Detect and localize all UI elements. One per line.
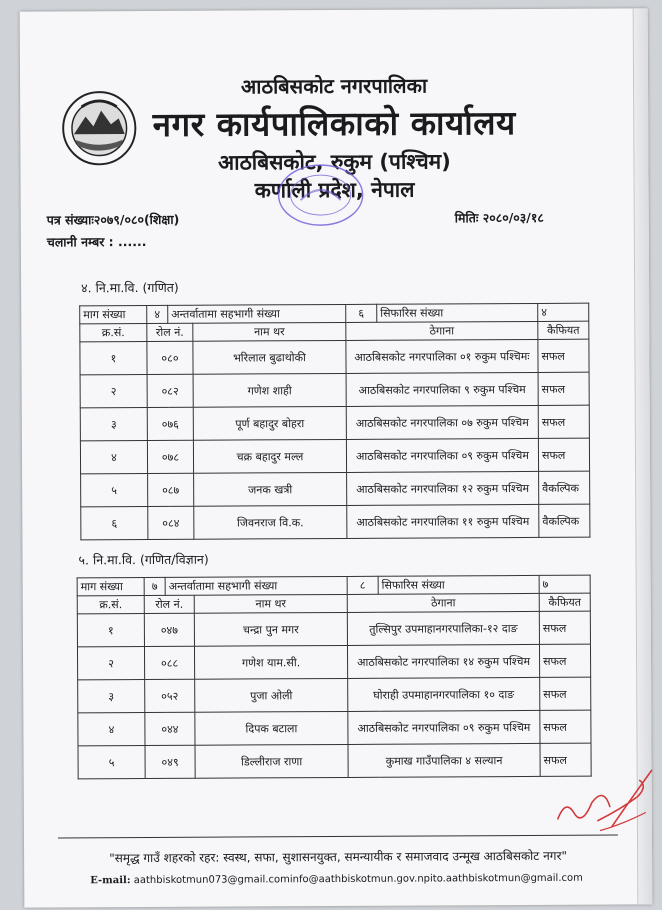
- municipality-name: आठबिसकोट नगरपालिका: [240, 73, 428, 99]
- table-row: [80, 339, 589, 375]
- cell-remarks: सफल: [540, 677, 591, 710]
- col-header-name: नाम थर: [193, 322, 346, 341]
- interview-label: अन्तर्वातामा सहभागी संख्या: [168, 304, 346, 323]
- cell-roll: ०४४: [145, 712, 195, 745]
- cell-name: गणेश याम.सी.: [194, 645, 347, 679]
- cell-name: भरिलाल बुढाथोकी: [193, 340, 346, 374]
- cell-name: गणेश शाही: [193, 373, 346, 407]
- cell-address: आठबिसकोट नगरपालिका ९ रुकुम पश्चिम: [346, 372, 538, 406]
- cell-roll: ०८८: [144, 646, 194, 679]
- cell-remarks: सफल: [539, 644, 590, 677]
- interview-value: ८: [347, 576, 378, 594]
- cell-address: आठबिसकोट नगरपालिका ११ रुकुम पश्चिम: [347, 504, 539, 538]
- cell-name: दिपक बटाला: [195, 711, 348, 745]
- cell-name: डिल्लीराज राणा: [195, 744, 348, 778]
- cell-sn: ३: [80, 407, 147, 440]
- cell-roll: ०४७: [144, 613, 194, 646]
- handwritten-signature: [552, 746, 662, 837]
- cell-address: आठबिसकोट नगरपालिका ०७ रुकुम पश्चिम: [346, 405, 538, 439]
- demand-value: ७: [144, 577, 165, 595]
- cell-remarks: सफल: [538, 372, 589, 405]
- cell-sn: ५: [78, 746, 145, 779]
- cell-roll: ०४९: [145, 745, 195, 778]
- letter-date: मितिः २०८०/०३/१८: [454, 209, 544, 226]
- cell-sn: २: [77, 647, 144, 680]
- cell-roll: ०७६: [147, 407, 193, 440]
- demand-label: माग संख्या: [77, 578, 144, 596]
- table-row: [80, 405, 589, 441]
- table-row: [80, 438, 589, 474]
- letter-number: पत्र संख्याः२०७९/०८०(शिक्षा): [46, 211, 180, 228]
- cell-name: जनक खत्री: [194, 472, 347, 506]
- cell-remarks: वैकल्पिक: [539, 504, 590, 537]
- province-country: कर्णाली प्रदेश, नेपाल: [254, 177, 415, 203]
- footer-email: [90, 873, 583, 887]
- section-title-math: ४. नि.मा.वि. (गणित): [81, 279, 179, 296]
- cell-remarks: सफल: [540, 743, 591, 776]
- letter-page: [20, 8, 653, 907]
- table-row: [77, 644, 590, 680]
- table-row: [81, 504, 590, 540]
- footer-divider: [58, 835, 618, 839]
- footer-motto: "समृद्ध गाउँ शहरको रहर: स्वस्थ, सफा, सुशासनयुक्त, समन्यायीक र समाजवाद उन्मूख आठबिसकोट नगर": [109, 848, 568, 866]
- cell-address: आठबिसकोट नगरपालिका ०१ रुकुम पश्चिमः: [346, 339, 538, 373]
- cell-roll: ०८४: [148, 506, 194, 539]
- col-header-roll: रोल नं.: [144, 595, 194, 613]
- cell-name: जिवनराज वि.क.: [194, 505, 347, 539]
- col-header-roll: रोल नं.: [147, 323, 193, 341]
- cell-remarks: वैकल्पिक: [539, 471, 590, 504]
- cell-remarks: सफल: [538, 339, 589, 372]
- cell-address: आठबिसकोट नगरपालिका १२ रुकुम पश्चिम: [347, 471, 539, 505]
- cell-name: चन्द्रा पुन मगर: [194, 612, 347, 646]
- cell-remarks: सफल: [539, 611, 590, 644]
- cell-address: घोराही उपमाहानगरपालिका १० दाङ: [348, 677, 540, 711]
- cell-address: आठबिसकोट नगरपालिका ०९ रुकुम पश्चिम: [346, 438, 538, 472]
- cell-sn: ६: [81, 506, 148, 539]
- demand-label: माग संख्या: [80, 305, 147, 323]
- recommend-value: ४: [538, 303, 589, 321]
- results-table-math: [79, 303, 590, 541]
- cell-address: कुमाख गाउँपालिका ४ सल्यान: [348, 743, 540, 777]
- office-seal-stamp: [272, 160, 368, 231]
- demand-value: ४: [147, 305, 168, 323]
- cell-sn: ४: [78, 713, 145, 746]
- table-row: [78, 677, 591, 713]
- cell-sn: १: [80, 341, 147, 374]
- interview-label: अन्तर्वातामा सहभागी संख्या: [165, 576, 347, 595]
- cell-remarks: सफल: [540, 710, 591, 743]
- cell-remarks: सफल: [538, 438, 589, 471]
- cell-name: पूर्ण बहादुर बोहरा: [193, 406, 346, 440]
- cell-name: चक्र बहादुर मल्ल: [193, 439, 346, 473]
- table-row: [81, 471, 590, 507]
- cell-address: आठबिसकोट नगरपालिका १४ रुकुम पश्चिम: [347, 644, 539, 678]
- cell-roll: ०८२: [147, 374, 193, 407]
- office-title: नगर कार्यपालिकाको कार्यालय: [152, 103, 516, 144]
- table-row: [78, 710, 591, 746]
- recommend-label: सिफारिस संख्या: [378, 575, 539, 594]
- email-label: E-mail:: [90, 875, 131, 887]
- cell-roll: ०८०: [147, 341, 193, 374]
- cell-name: पुजा ओली: [195, 678, 348, 712]
- col-header-name: नाम थर: [194, 594, 347, 613]
- email-value: aathbiskotmun073@gmail.cominfo@aathbiskotmun.gov.npito.aathbiskotmun@gmail.com: [133, 872, 583, 887]
- col-header-sn: क्र.सं.: [80, 323, 147, 341]
- cell-remarks: सफल: [538, 405, 589, 438]
- cell-address: तुल्सिपुर उपमाहानगरपालिका-१२ दाङ: [347, 611, 539, 645]
- table-row: [77, 611, 590, 647]
- recommend-value: ७: [539, 575, 590, 593]
- table-row: [80, 372, 589, 408]
- col-header-address: ठेगाना: [346, 321, 538, 340]
- recommend-label: सिफारिस संख्या: [377, 303, 538, 322]
- col-header-remarks: कैफियत: [539, 593, 590, 611]
- col-header-remarks: कैफियत: [538, 321, 589, 339]
- cell-sn: ४: [80, 440, 147, 473]
- cell-address: आठबिसकोट नगरपालिका ०९ रुकुम पश्चिम: [348, 710, 540, 744]
- dispatch-number: चलानी नम्बर : ......: [46, 233, 147, 250]
- section-title-math-science: ५. नि.मा.वि. (गणित/विज्ञान): [78, 551, 209, 568]
- office-location: आठबिसकोट, रुकुम (पश्चिम): [218, 149, 451, 175]
- interview-value: ६: [346, 304, 377, 322]
- cell-sn: ३: [78, 680, 145, 713]
- cell-sn: १: [77, 614, 144, 647]
- cell-sn: २: [80, 374, 147, 407]
- table-row: [78, 743, 591, 779]
- col-header-address: ठेगाना: [347, 593, 539, 612]
- cell-roll: ०८७: [148, 473, 194, 506]
- results-table-math-science: [77, 575, 592, 780]
- col-header-sn: क्र.सं.: [77, 596, 144, 614]
- cell-roll: ०७८: [147, 440, 193, 473]
- cell-roll: ०५२: [145, 679, 195, 712]
- cell-sn: ५: [81, 473, 148, 506]
